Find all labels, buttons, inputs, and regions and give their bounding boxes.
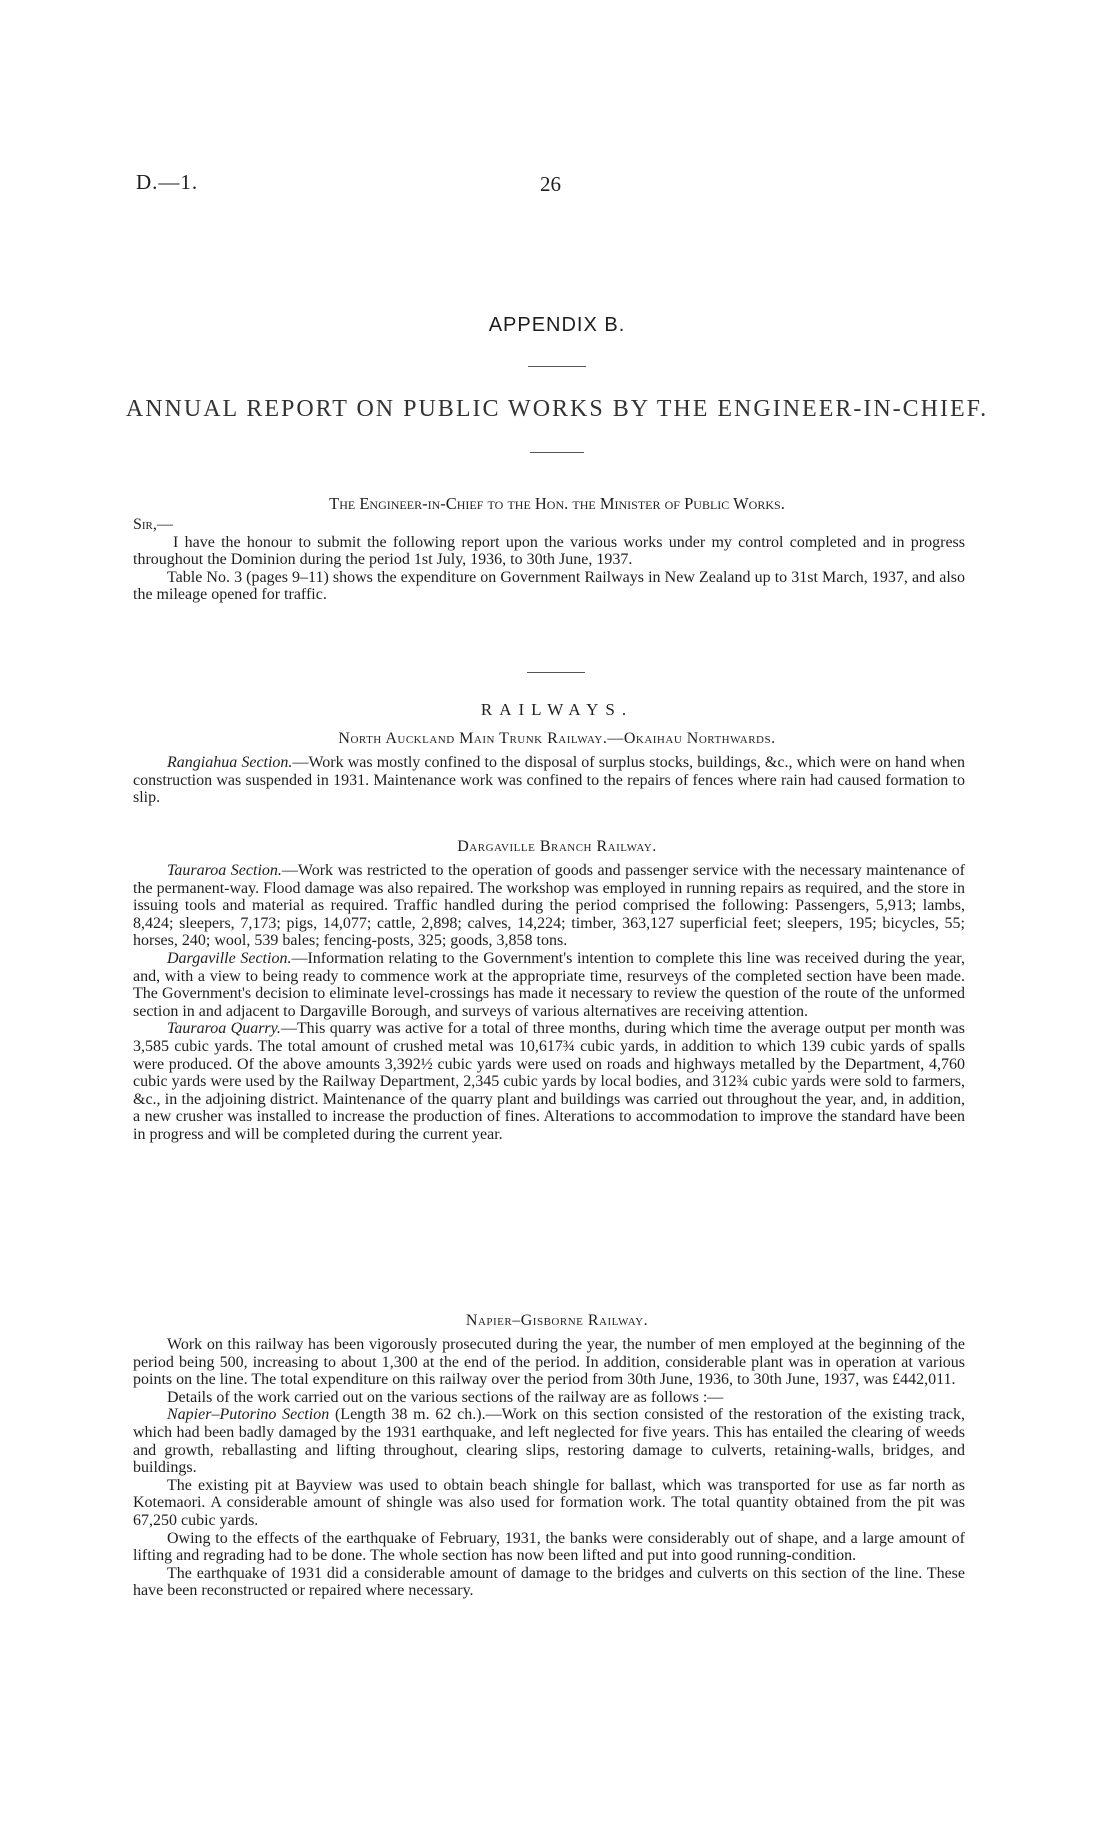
section-body <box>133 754 965 807</box>
report-title: ANNUAL REPORT ON PUBLIC WORKS BY THE ENGINEER-IN-CHIEF. <box>125 396 989 422</box>
paragraph-text: Details of the work carried out on the various sections of the railway are as follows :— <box>167 1388 724 1406</box>
intro-block <box>133 516 965 604</box>
divider <box>527 672 585 673</box>
salutation: Sir,— <box>133 516 173 533</box>
paragraph-text: The existing pit at Bayview was used to obtain beach shingle for ballast, which was transported for use as far north as Kotemaori. A considerable amount of shingle was also used for formation work. The total quantity obtained from the pit was 67,250 cubic yards. <box>133 1476 965 1529</box>
section-heading: North Auckland Main Trunk Railway.—Okaihau Northwards. <box>338 730 776 747</box>
paragraph-lead: Dargaville Section. <box>167 949 292 967</box>
section-body <box>133 862 965 1144</box>
page-number: 26 <box>540 172 561 196</box>
divider <box>530 452 584 453</box>
paragraph-lead: Rangiahua Section. <box>167 754 293 771</box>
paragraph-text: —Information relating to the Government's intention to complete this line was received during the year, and, with a view to being ready to commence work at the appropriate time, resurveys of the completed section have been made. The Government's decision to eliminate level-crossings has made it necessary to review the question of the route of the unformed section in and adjacent to Dargaville Borough, and surveys of various alternatives are receiving attention. <box>133 949 965 1020</box>
section-body <box>133 1336 965 1600</box>
paragraph-lead: Tauraroa Quarry. <box>167 1020 281 1038</box>
section-heading: Dargaville Branch Railway. <box>457 838 657 855</box>
divider <box>528 366 586 367</box>
paragraph-lead: Tauraroa Section. <box>167 862 282 879</box>
appendix-label: APPENDIX B. <box>488 314 626 336</box>
paragraph-text: —Work was mostly confined to the disposal of surplus stocks, buildings, &c., which were on hand when construction was suspended in 1931. Maintenance work was confined to the repairs of fences where rain had caused formation to slip. <box>133 754 965 807</box>
paragraph-text: —Work was restricted to the operation of goods and passenger service with the necessary maintenance of the permanent-way. Flood damage was also repaired. The workshop was employed in running repairs as required, and the store in issuing tools and material as required. Traffic handled during the period comprised the following: Passengers, 5,913; lambs, 8,424; sleepers, 7,173; pigs, 14,077; cattle, 2,898; calves, 14,224; timber, 363,127 superficial feet; sleepers, 195; bicycles, 55; horses, 240; wool, 539 bales; fencing-posts, 325; goods, 3,858 tons. <box>133 862 965 950</box>
railways-heading: RAILWAYS. <box>480 700 634 719</box>
paragraph-text: Work on this railway has been vigorously prosecuted during the year, the number of men employed at the beginning of the period being 500, increasing to about 1,300 at the end of the period. In addition, considerable plant was in operation at various points on the line. The total expenditure on this railway over the period from 30th June, 1936, to 30th June, 1937, was £442,011. <box>133 1336 965 1389</box>
intro-paragraph: Table No. 3 (pages 9–11) shows the expenditure on Government Railways in New Zealand up to 31st March, 1937, and also the mileage opened for traffic. <box>133 568 965 604</box>
paragraph-lead: Napier–Putorino Section <box>167 1406 330 1424</box>
address-line: The Engineer-in-Chief to the Hon. the Minister of Public Works. <box>329 494 785 513</box>
paragraph-text: —This quarry was active for a total of three months, during which time the average output per month was 3,585 cubic yards. The total amount of crushed metal was 10,617¾ cubic yards, in addition to which 139 cubic yards of spalls were produced. Of the above amounts 3,392½ cubic yards were used on roads and highways metalled by the Department, 4,760 cubic yards were used by the Railway Department, 2,345 cubic yards by local bodies, and 312¾ cubic yards were sold to farmers, &c., in the adjoining district. Maintenance of the quarry plant and buildings was carried out throughout the year, and, in addition, a new crusher was installed to increase the production of fines. Alterations to accommodation to improve the standard have been in progress and will be completed during the current year. <box>133 1020 966 1143</box>
section-heading: Napier–Gisborne Railway. <box>465 1312 649 1329</box>
document-reference: D.—1. <box>136 170 199 194</box>
paragraph-text: Owing to the effects of the earthquake of February, 1931, the banks were considerably out of shape, and a large amount of lifting and regrading had to be done. The whole section has now been lifted and put into good running-condition. <box>133 1529 965 1565</box>
paragraph-text: The earthquake of 1931 did a considerable amount of damage to the bridges and culverts on this section of the line. These have been reconstructed or repaired where necessary. <box>133 1564 965 1600</box>
intro-paragraph: I have the honour to submit the following report upon the various works under my control completed and in progress throughout the Dominion during the period 1st July, 1936, to 30th June, 1937. <box>133 533 965 569</box>
paragraph-text: (Length 38 m. 62 ch.).—Work on this section consisted of the restoration of the existing track, which had been badly damaged by the 1931 earthquake, and left neglected for five years. This has entailed the clearing of weeds and growth, reballasting and lifting throughout, clearing slips, restoring damage to culverts, retaining-walls, bridges, and buildings. <box>133 1406 965 1477</box>
